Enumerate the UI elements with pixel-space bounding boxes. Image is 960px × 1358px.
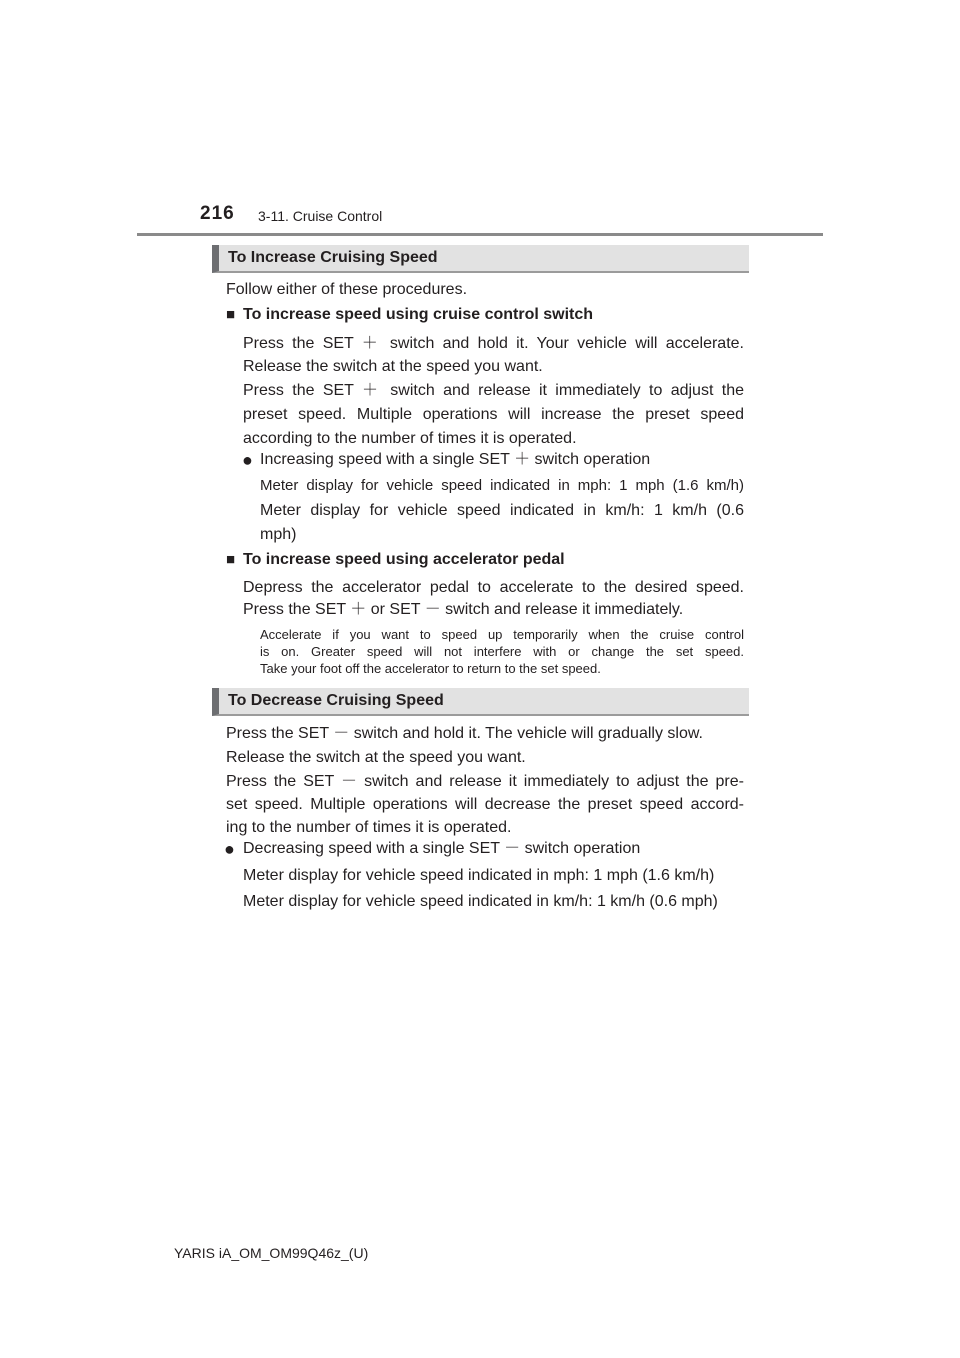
sub1-p1-line1: Press the SET ＋ switch and hold it. Your vehicle will accelerate. [243, 335, 744, 352]
sub1-p2-line1: Press the SET ＋ switch and release it immediately to adjust the [243, 382, 744, 399]
increase-intro: Follow either of these procedures. [226, 281, 468, 298]
square-bullet-icon: ■ [226, 551, 236, 568]
sub1-p1-line2: Release the switch at the speed you want. [243, 358, 543, 375]
sub2-note-line3: Take your foot off the accelerator to return to the set speed. [260, 661, 601, 676]
decrease-p2-line3: ing to the number of times it is operated. [226, 819, 512, 836]
page-number: 216 [200, 203, 235, 224]
footer-code: YARIS iA_OM_OM99Q46z_(U) [174, 1245, 369, 1261]
sub1-p2-line3: according to the number of times it is operated. [243, 430, 577, 447]
sub1-kmh-line1: Meter display for vehicle speed indicated in km/h: 1 km/h (0.6 [260, 502, 744, 519]
decrease-p1-line1: Press the SET － switch and hold it. The vehicle will gradually slow. [226, 725, 703, 742]
decrease-kmh-line: Meter display for vehicle speed indicated in km/h: 1 km/h (0.6 mph) [243, 893, 718, 910]
sub1-title: To increase speed using cruise control switch [243, 306, 594, 323]
circle-bullet-icon: ● [242, 450, 253, 470]
sub1-mph-line: Meter display for vehicle speed indicated in mph: 1 mph (1.6 km/h) [260, 477, 744, 494]
section-title: 3-11. Cruise Control [258, 208, 383, 224]
decrease-p2-line1: Press the SET － switch and release it immediately to adjust the pre- [226, 773, 744, 790]
decrease-heading: To Decrease Cruising Speed [212, 688, 749, 716]
sub2-p1-line1: Depress the accelerator pedal to accelerate to the desired speed. [243, 579, 744, 596]
decrease-p2-line2: set speed. Multiple operations will decrease the preset speed accord- [226, 796, 744, 813]
sub1-dot-text: Increasing speed with a single SET ＋ switch operation [260, 451, 651, 468]
sub1-kmh-line2: mph) [260, 526, 297, 543]
decrease-mph-line: Meter display for vehicle speed indicated in mph: 1 mph (1.6 km/h) [243, 867, 715, 884]
increase-heading: To Increase Cruising Speed [212, 245, 749, 273]
sub2-title: To increase speed using accelerator pedal [243, 551, 565, 568]
sub2-note-line2: is on. Greater speed will not interfere with or change the set speed. [260, 644, 744, 659]
decrease-p1-line2: Release the switch at the speed you want. [226, 749, 526, 766]
square-bullet-icon: ■ [226, 306, 236, 323]
circle-bullet-icon: ● [224, 839, 235, 859]
header-rule [137, 233, 823, 236]
sub2-p1-line2: Press the SET ＋ or SET － switch and release it immediately. [243, 601, 684, 618]
sub2-note-line1: Accelerate if you want to speed up temporarily when the cruise control [260, 627, 744, 642]
sub1-p2-line2: preset speed. Multiple operations will increase the preset speed [243, 406, 744, 423]
decrease-dot-text: Decreasing speed with a single SET － switch operation [243, 840, 641, 857]
